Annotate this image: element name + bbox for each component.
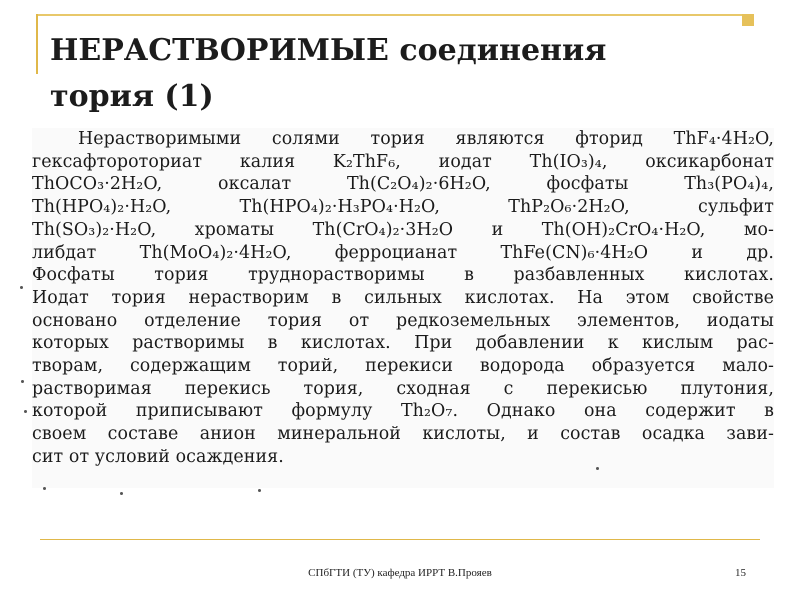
slide-title	[50, 28, 690, 120]
body-line: Нерастворимыми солями тория являются фторид ThF₄·4H₂O,	[78, 129, 774, 149]
title-rest: соединения	[399, 33, 607, 68]
body-line: которых растворимы в кислотах. При добавлении к кислым рас-	[32, 333, 774, 354]
body-line: либдат Th(MoO₄)₂·4H₂O, ферроцианат ThFe(CN)₆·4H₂O и др.	[32, 242, 774, 263]
body-line: творам, содержащим торий, перекиси водорода образуется мало-	[32, 356, 774, 377]
corner-accent-square	[742, 14, 754, 26]
scan-speck	[596, 467, 599, 470]
body-line: Th(SO₃)₂·H₂O, хроматы Th(CrO₄)₂·3H₂O и Th(OH)₂CrO₄·H₂O, мо-	[32, 219, 774, 240]
body-line: гексафтороториат калия K₂ThF₆, иодат Th(IO₃)₄, оксикарбонат	[32, 151, 774, 172]
body-line: сит от условий осаждения.	[32, 446, 284, 467]
left-accent-line	[36, 14, 38, 74]
scan-speck	[24, 410, 27, 413]
title-caps: НЕРАСТВОРИМЫЕ	[50, 33, 389, 68]
body-line: основано отделение тория от редкоземельных элементов, иодаты	[32, 310, 774, 331]
scan-speck	[20, 286, 23, 289]
body-line: Иодат тория нерастворим в сильных кислотах. На этом свойстве	[32, 287, 774, 308]
footer-text: СПбГТИ (ТУ) кафедра ИРРТ В.Прояев	[308, 567, 492, 579]
scanned-text-block	[32, 128, 774, 488]
body-line: Фосфаты тория труднорастворимы в разбавленных кислотах.	[32, 265, 774, 286]
scan-speck	[258, 489, 261, 492]
body-line: которой приписывают формулу Th₂O₇. Однако она содержит в	[32, 401, 774, 422]
body-line: ThOCO₃·2H₂O, оксалат Th(C₂O₄)₂·6H₂O, фосфаты Th₃(PO₄)₄,	[32, 174, 774, 195]
scan-speck	[43, 487, 46, 490]
scan-speck	[21, 380, 24, 383]
top-accent-line	[36, 14, 752, 16]
footer-divider	[40, 539, 760, 540]
title-line-2: тория (1)	[50, 79, 214, 114]
body-line: Th(HPO₄)₂·H₂O, Th(HPO₄)₂·H₃PO₄·H₂O, ThP₂O₆·2H₂O, сульфит	[32, 197, 774, 218]
body-line: своем составе анион минеральной кислоты, и состав осадка зави-	[32, 424, 774, 445]
page-number: 15	[735, 567, 746, 579]
body-line: растворимая перекись тория, сходная с перекисью плутония,	[32, 378, 774, 399]
scan-speck	[120, 492, 123, 495]
